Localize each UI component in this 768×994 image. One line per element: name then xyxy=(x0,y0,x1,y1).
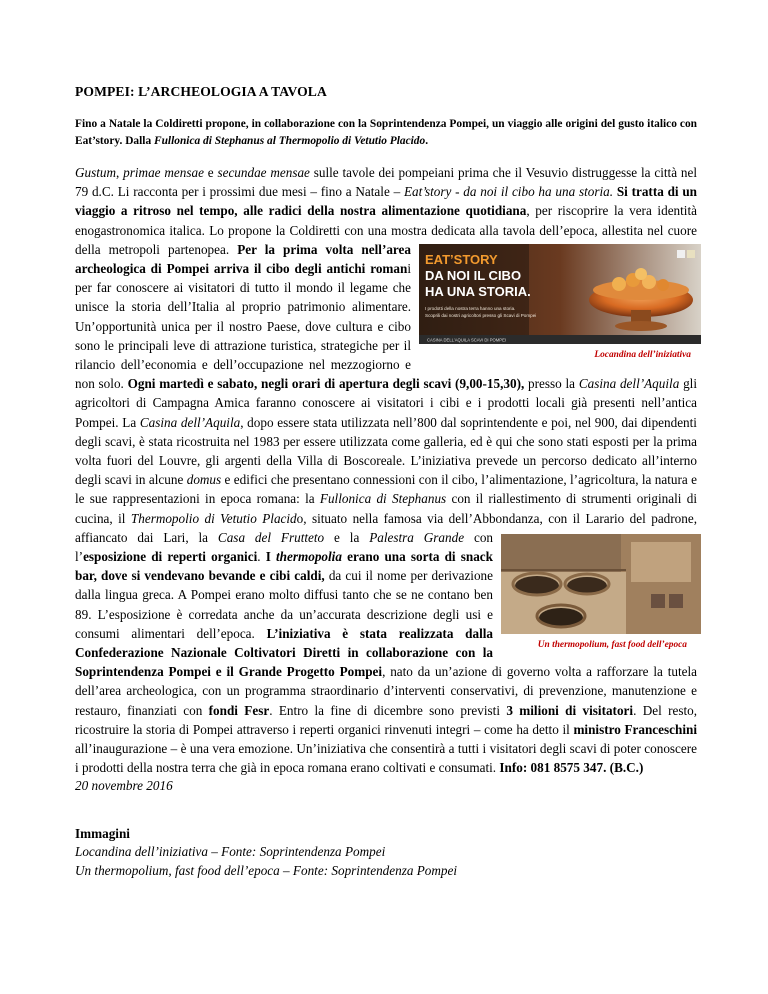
poster-small-2: Scoprili dai nostri agricoltori presso gli Scavi di Pompei xyxy=(425,312,537,318)
bold-italic-run: thermopolia xyxy=(275,549,342,565)
italic-run: Fullonica di Stephanus xyxy=(319,491,447,507)
text-run: , nato da un’azione di governo volta a rafforzare la tutela dell’area archeologica, con un programma straordinario d’interventi conservativi, di prevenzione, manutenzione e restauro, finanziati con xyxy=(75,664,697,718)
italic-run: Casina dell’Aquila xyxy=(578,376,680,392)
text-run: all’inaugurazione – è una vera emozione. Un’iniziativa che consentirà a tutti i visitatori degli scavi di poter conoscere i prodotti della nostra terra che già in epoca romana erano coltivati e consumati. xyxy=(75,741,697,776)
italic-run: Casina dell’Aquila xyxy=(139,414,241,430)
text-run: presso la xyxy=(524,376,579,392)
bold-run: erano una sorta di snack bar, dove si vendevano bevande e cibi caldi, xyxy=(75,549,493,584)
italic-run: domus xyxy=(186,472,222,488)
document-page xyxy=(75,84,697,880)
term-primae: primae mensae xyxy=(123,165,204,180)
text-run: . Entro la fine di dicembre sono previsti xyxy=(269,702,507,718)
poster-heading-3: HA UNA STORIA. xyxy=(425,283,531,299)
text-run: con il riallestimento di strumenti originali di cucina, il xyxy=(75,491,697,526)
bold-run: fondi Fesr xyxy=(208,702,270,718)
figure-caption: Un thermopolium, fast food dell’epoca xyxy=(537,639,687,650)
article-body xyxy=(75,163,697,778)
figure-caption: Locandina dell’iniziativa xyxy=(594,349,691,360)
text-run: , dopo essere stata utilizzata nell’800 dal soprintendente e poi, nel 900, dai dipendenti degli scavi, è stata ricostruita nel 1983 per essere utilizzata come galleria, ed è qui che sono stati esposti per la prima volta fuori del Louvre, gli argenti della Villa di Boscoreale. L’iniziativa prevede un percorso dedicato all’interno degli scavi in alcune xyxy=(75,414,697,488)
text-run: da cui il nome per derivazione dalla lingua greca. A Pompei erano molto diffusi tanto che se ne contano ben 89. L’esposizione è corredata anche da un’accurata descrizione degli usi e consumi alimentari dell’epoca. xyxy=(75,568,494,641)
poster-bottom-bar: CASINA DELL’AQUILA SCAVI DI POMPEI xyxy=(427,337,507,343)
italic-run: Casa del Frutteto xyxy=(217,529,325,545)
text-run: gli agricoltori di Campagna Amica faranno conoscere ai visitatori i cibi e i prodotti locali già presenti nell’antica Pompei. La xyxy=(75,376,697,430)
bold-run: I xyxy=(265,549,276,565)
subtitle-italic: Fullonica di Stephanus al Thermopolio di Vetutio Placido xyxy=(154,135,426,147)
text-run: e edifici che presentano connessioni con il cibo, l’alimentazione, l’agricoltura, la natura e le sue rappresentazioni in epoca romana: la xyxy=(75,472,697,507)
text-run: o, situato nella famosa via dell’Abbondanza, con il Larario del padrone, affiancato dai Lari, la xyxy=(75,510,697,545)
text-run: . xyxy=(257,549,266,565)
bold-run: Per la prima volta nell’area archeologica di Pompei arriva il cibo degli antichi roman xyxy=(75,241,411,277)
figure-locandina xyxy=(419,244,701,365)
bold-run: Info: 081 8575 347. (B.C.) xyxy=(499,760,644,776)
text-run: con l’ xyxy=(75,529,494,565)
article-title: POMPEI: L’ARCHEOLOGIA A TAVOLA xyxy=(75,84,327,99)
text-run: , per riscoprire la vera identità enogastronomica italica. Lo propone la Coldiretti con una mostra dedicata alla tavola dell’epoca, allestita nel cuore della metropoli partenopea. xyxy=(75,203,697,257)
term-gustum: Gustum xyxy=(75,165,117,180)
image-credit-1: Locandina dell’iniziativa – Fonte: Soprintendenza Pompei xyxy=(75,843,386,859)
text-run: , xyxy=(116,165,124,180)
bold-run: Ogni martedì e sabato, negli orari di apertura degli scavi (9,00-15,30), xyxy=(127,376,525,392)
poster-heading-1: EAT’STORY xyxy=(425,251,498,267)
figure-thermopolium xyxy=(501,534,701,655)
article-subtitle xyxy=(75,116,697,150)
text-run: e la xyxy=(324,529,370,545)
term-secundae: secundae mensae xyxy=(217,165,310,180)
bold-run: esposizione di reperti organici xyxy=(83,549,258,565)
poster-small-1: I prodotti della nostra terra hanno una storia. xyxy=(425,305,516,311)
text-run: e xyxy=(203,165,218,180)
text-run: sulle tavole dei pompeiani prima che il Vesuvio distruggesse la città nel 79 d.C. Li racconta per i prossimi due mesi – fino a Natale – xyxy=(75,165,697,200)
thermopolium-photo xyxy=(501,534,701,634)
article-date: 20 novembre 2016 xyxy=(75,777,173,793)
images-heading: Immagini xyxy=(75,825,130,841)
bold-run: Si tratta di un viaggio a ritroso nel tempo, alle radici della nostra alimentazione quotidiana xyxy=(75,184,698,219)
italic-run: Thermopolio di Vetutio Placid xyxy=(130,510,297,526)
eatstory-title: Eat’story - da noi il cibo ha una storia. xyxy=(403,184,614,200)
bold-run: L’iniziativa è stata realizzata dalla Confederazione Nazionale Coltivatori Diretti in collaborazione con la Soprintendenza Pompei e il Grande Progetto Pompei xyxy=(75,625,493,680)
italic-run: Palestra Grande xyxy=(369,529,465,545)
poster-heading-2: DA NOI IL CIBO xyxy=(425,267,522,283)
subtitle-end: . xyxy=(425,135,429,147)
text-run: . Del resto, ricostruire la storia di Pompei attraverso i reperti organici rinvenuti integri – come ha detto il xyxy=(75,702,698,737)
subtitle-text: Fino a Natale la Coldiretti propone, in collaborazione con la Soprintendenza Pompei, un viaggio alle origini del gusto italico con Eat’story. Dalla xyxy=(75,118,697,147)
poster-image xyxy=(419,244,701,344)
text-run: i per far conoscere ai visitatori di tutto il mondo il legame che unisce la storia dell’Italia al proprio patrimonio alimentare. Un’opportunità unica per il nostro Paese, dove cultura e cibo sono le principali leve di attrazione turistica, strategiche per il rilancio dell’economia e dell’occupazione nel mezzogiorno e non solo. xyxy=(75,261,411,392)
bold-run: ministro Franceschini xyxy=(573,721,697,737)
bold-run: 3 milioni di visitatori xyxy=(506,702,634,718)
image-credit-2: Un thermopolium, fast food dell’epoca – Fonte: Soprintendenza Pompei xyxy=(75,862,458,878)
